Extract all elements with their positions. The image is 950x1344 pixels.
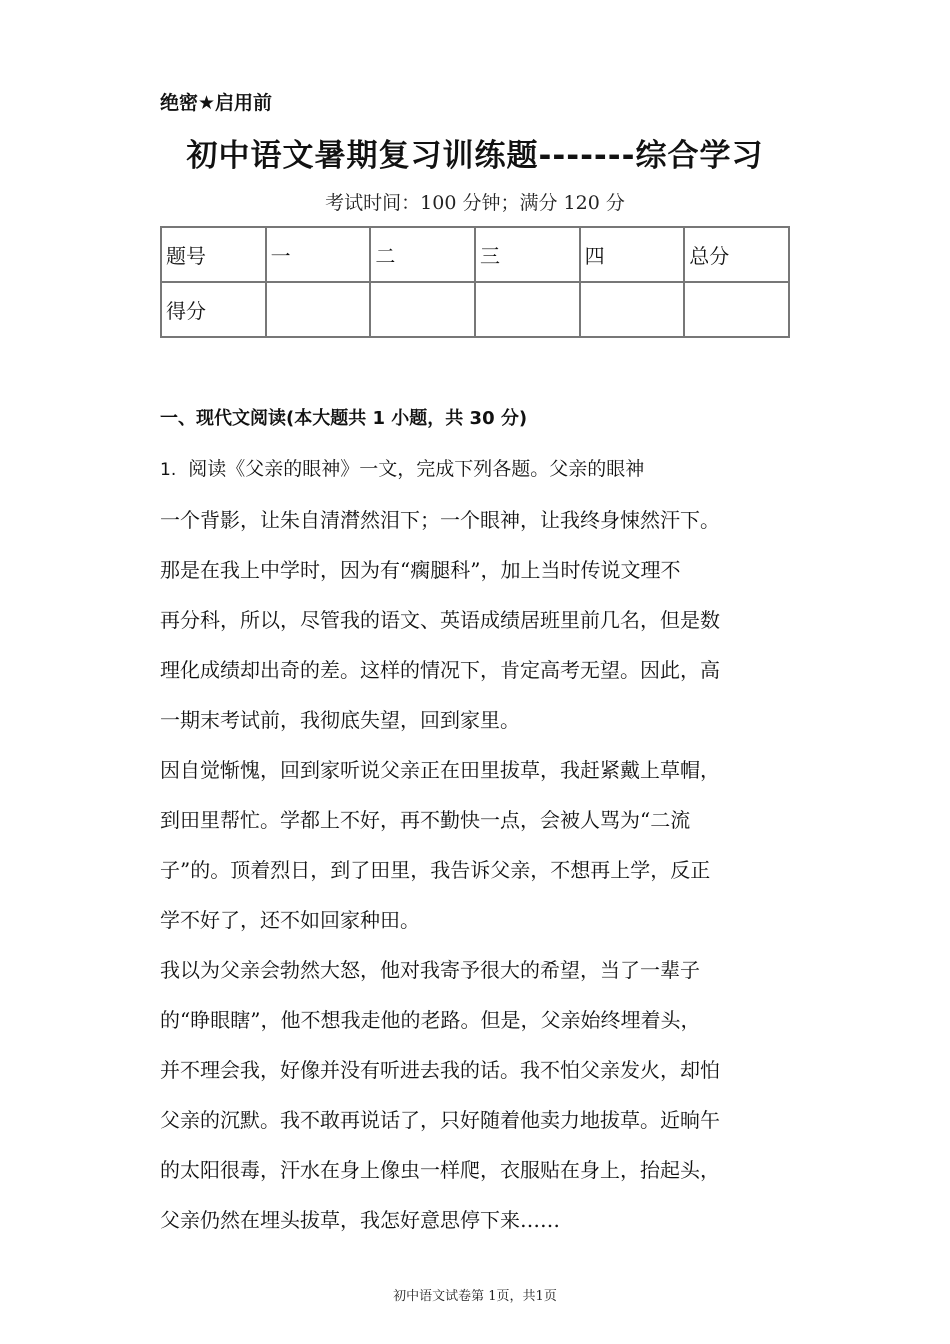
passage-line: 那是在我上中学时，因为有“瘸腿科”，加上当时传说文理不 (160, 558, 681, 582)
passage-line: 的“睁眼瞎”，他不想我走他的老路。但是，父亲始终埋着头， (160, 1008, 701, 1032)
table-cell: 得分 (161, 282, 266, 337)
passage-line: 我以为父亲会勃然大怒，他对我寄予很大的希望，当了一辈子 (160, 958, 700, 982)
table-cell: 四 (580, 227, 685, 282)
table-row (161, 282, 789, 337)
passage-line: 理化成绩却出奇的差。这样的情况下，肯定高考无望。因此，高 (160, 658, 720, 682)
passage-line: 再分科，所以，尽管我的语文、英语成绩居班里前几名，但是数 (160, 608, 720, 632)
question-text: 阅读《父亲的眼神》一文，完成下列各题。父亲的眼神 (188, 458, 645, 480)
page-footer: 初中语文试卷第 1页，共1页 (393, 1289, 557, 1304)
exam-info: 考试时间：100 分钟；满分 120 分 (325, 192, 625, 214)
page-title: 初中语文暑期复习训练题-------综合学习 (186, 138, 764, 174)
passage-line: 并不理会我，好像并没有听进去我的话。我不怕父亲发火，却怕 (160, 1058, 720, 1082)
passage-line: 的太阳很毒，汗水在身上像虫一样爬，衣服贴在身上，抬起头， (160, 1158, 720, 1182)
section-heading: 一、现代文阅读(本大题共 1 小题，共 30 分) (160, 408, 528, 429)
table-cell: 三 (475, 227, 580, 282)
passage-line: 子”的。顶着烈日，到了田里，我告诉父亲，不想再上学，反正 (160, 858, 711, 882)
passage-line: 因自觉惭愧，回到家听说父亲正在田里拔草，我赶紧戴上草帽， (160, 758, 720, 782)
score-cell (370, 282, 475, 337)
score-cell (580, 282, 685, 337)
score-cell (266, 282, 371, 337)
passage-line: 父亲的沉默。我不敢再说话了，只好随着他卖力地拔草。近晌午 (160, 1108, 720, 1132)
score-table (160, 226, 790, 338)
passage-line: 一期末考试前，我彻底失望，回到家里。 (160, 708, 520, 732)
table-cell: 题号 (161, 227, 266, 282)
table-row (161, 227, 789, 282)
secret-label: 绝密★启用前 (160, 92, 273, 114)
passage-line: 到田里帮忙。学都上不好，再不勤快一点，会被人骂为“二流 (160, 808, 691, 832)
question-prompt (160, 454, 644, 481)
table-cell: 总分 (684, 227, 789, 282)
score-cell (684, 282, 789, 337)
question-number: 1. (160, 460, 177, 480)
table-cell: 一 (266, 227, 371, 282)
passage-line: 学不好了，还不如回家种田。 (160, 908, 420, 932)
passage-line: 父亲仍然在埋头拔草，我怎好意思停下来…… (160, 1208, 560, 1232)
score-cell (475, 282, 580, 337)
table-cell: 二 (370, 227, 475, 282)
passage-line: 一个背影，让朱自清潸然泪下；一个眼神，让我终身悚然汗下。 (160, 508, 720, 532)
